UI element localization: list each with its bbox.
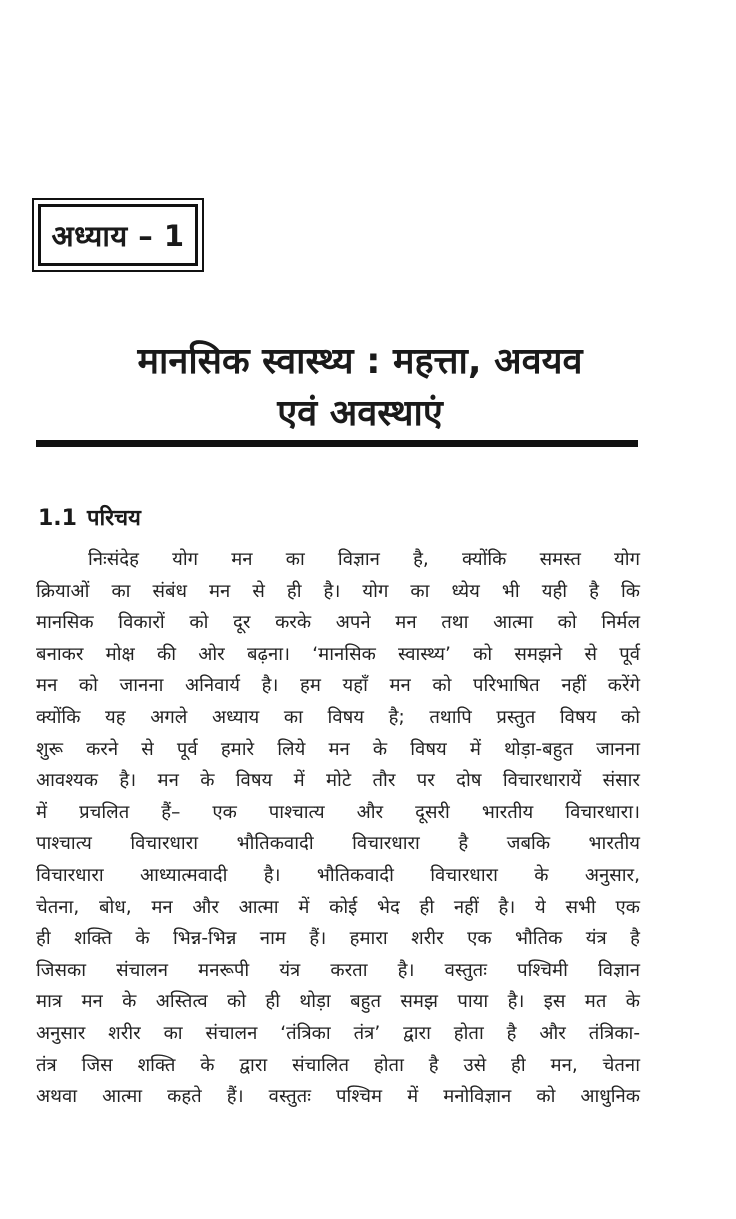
chapter-title-line-2: एवं अवस्थाएं xyxy=(277,393,443,434)
paragraph-line: क्योंकि यह अगले अध्याय का विषय है; तथापि प्रस्तुत विषय को xyxy=(36,706,640,728)
chapter-title-line-1: मानसिक स्वास्थ्य : महत्ता, अवयव xyxy=(137,341,583,382)
paragraph-line: क्रियाओं का संबंध मन से ही है। योग का ध्येय भी यही है कि xyxy=(36,580,640,602)
chapter-label: अध्याय – 1 xyxy=(38,204,198,266)
paragraph-line: पाश्चात्य विचारधारा भौतिकवादी विचारधारा है जबकि भारतीय xyxy=(36,833,640,855)
paragraph-line: विचारधारा आध्यात्मवादी है। भौतिकवादी विचारधारा के अनुसार, xyxy=(36,864,640,886)
paragraph-line: तंत्र जिस शक्ति के द्वारा संचालित होता है उसे ही मन, चेतना xyxy=(36,1054,640,1076)
paragraph-line: अनुसार शरीर का संचालन ‘तंत्रिका तंत्र’ द्वारा होता है और तंत्रिका- xyxy=(36,1022,640,1044)
paragraph-line: शुरू करने से पूर्व हमारे लिये मन के विषय में थोड़ा-बहुत जानना xyxy=(36,738,640,760)
chapter-label-box xyxy=(32,198,204,272)
section-title: परिचय xyxy=(86,506,141,531)
section-number: 1.1 xyxy=(38,506,77,531)
body-paragraph xyxy=(36,544,640,1113)
paragraph-line: आवश्यक है। मन के विषय में मोटे तौर पर दोष विचारधारायें संसार xyxy=(36,770,640,792)
title-underline-rule xyxy=(36,440,638,447)
paragraph-line: मात्र मन के अस्तित्व को ही थोड़ा बहुत समझ पाया है। इस मत के xyxy=(36,991,640,1013)
paragraph-line: अथवा आत्मा कहते हैं। वस्तुतः पश्चिम में मनोविज्ञान को आधुनिक xyxy=(36,1086,640,1108)
paragraph-line: जिसका संचालन मनरूपी यंत्र करता है। वस्तुतः पश्चिमी विज्ञान xyxy=(36,959,640,981)
paragraph-line: चेतना, बोध, मन और आत्मा में कोई भेद ही नहीं है। ये सभी एक xyxy=(36,896,640,918)
paragraph-line: में प्रचलित हैं– एक पाश्चात्य और दूसरी भारतीय विचारधारा। xyxy=(36,801,640,823)
paragraph-line: मानसिक विकारों को दूर करके अपने मन तथा आत्मा को निर्मल xyxy=(36,612,640,634)
paragraph-line: ही शक्ति के भिन्न-भिन्न नाम हैं। हमारा शरीर एक भौतिक यंत्र है xyxy=(36,928,640,950)
paragraph-line: मन को जानना अनिवार्य है। हम यहाँ मन को परिभाषित नहीं करेंगे xyxy=(36,675,640,697)
section-heading xyxy=(38,502,141,532)
paragraph-line: बनाकर मोक्ष की ओर बढ़ना। ‘मानसिक स्वास्थ्य’ को समझने से पूर्व xyxy=(36,643,640,665)
paragraph-line: निःसंदेह योग मन का विज्ञान है, क्योंकि समस्त योग xyxy=(88,549,640,570)
chapter-title xyxy=(60,336,660,440)
